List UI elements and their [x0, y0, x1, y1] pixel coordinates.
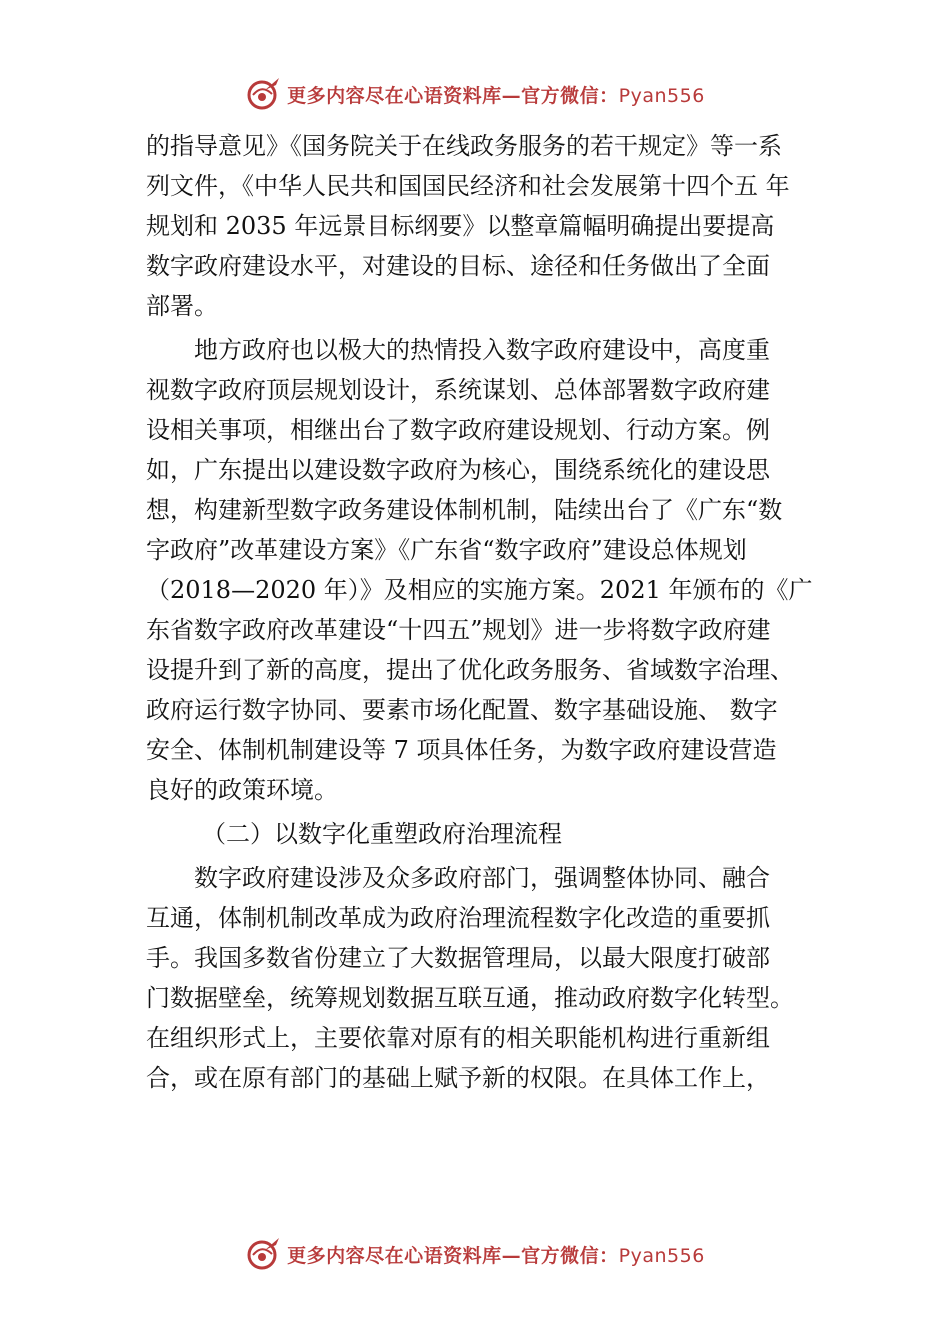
footer-wechat-id: Pyan556 [618, 1244, 705, 1267]
paragraph-2-line-5: 想，构建新型数字政务建设体制机制，陆续出台了《广东“数 [146, 496, 783, 524]
header-banner-label: 更多内容尽在心语资料库—官方微信： [287, 84, 619, 107]
paragraph-1-line-4: 数字政府建设水平，对建设的目标、途径和任务做出了全面 [146, 252, 770, 280]
paragraph-2-line-6: 字政府”改革建设方案》《广东省“数字政府”建设总体规划 [146, 536, 747, 564]
paragraph-3-line-1: 数字政府建设涉及众多政府部门，强调整体协同、融合 [194, 864, 770, 892]
paragraph-2-line-4: 如，广东提出以建设数字政府为核心，围绕系统化的建设思 [146, 456, 770, 484]
paragraph-2-line-11: 安全、体制机制建设等 7 项具体任务，为数字政府建设营造 [146, 736, 777, 764]
brand-logo-icon [245, 1234, 285, 1274]
paragraph-2-line-10: 政府运行数字协同、要素市场化配置、数字基础设施、 数字 [146, 696, 778, 724]
document-body [146, 126, 812, 1098]
paragraph-2-line-8: 东省数字政府改革建设“十四五”规划》进一步将数字政府建 [146, 616, 771, 644]
footer-banner-text [287, 1241, 705, 1268]
paragraph-2-line-9: 设提升到了新的高度，提出了优化政务服务、省域数字治理、 [146, 656, 794, 684]
paragraph-1-line-3: 规划和 2035 年远景目标纲要》以整章篇幅明确提出要提高 [146, 212, 775, 240]
paragraph-3-line-4: 门数据壁垒，统筹规划数据互联互通，推动政府数字化转型。 [146, 984, 794, 1012]
paragraph-3-line-5: 在组织形式上，主要依靠对原有的相关职能机构进行重新组 [146, 1024, 770, 1052]
paragraph-1-line-5: 部署。 [146, 292, 218, 320]
paragraph-2-line-1: 地方政府也以极大的热情投入数字政府建设中，高度重 [194, 336, 770, 364]
paragraph-2-line-7: （2018—2020 年）》及相应的实施方案。2021 年颁布的《广 [146, 576, 812, 604]
brand-logo-icon [245, 74, 285, 114]
header-wechat-id: Pyan556 [618, 84, 705, 107]
section-heading: （二）以数字化重塑政府治理流程 [202, 820, 562, 848]
header-banner-text [287, 81, 705, 108]
paragraph-3-line-6: 合，或在原有部门的基础上赋予新的权限。在具体工作上， [146, 1064, 770, 1092]
paragraph-1-line-1: 的指导意见》《国务院关于在线政务服务的若干规定》等一系 [146, 132, 782, 160]
paragraph-1-line-2: 列文件，《中华人民共和国国民经济和社会发展第十四个五 年 [146, 172, 790, 200]
paragraph-2-line-3: 设相关事项，相继出台了数字政府建设规划、行动方案。例 [146, 416, 770, 444]
footer-banner [0, 1232, 950, 1276]
paragraph-3-line-2: 互通，体制机制改革成为政府治理流程数字化改造的重要抓 [146, 904, 770, 932]
paragraph-3-line-3: 手。我国多数省份建立了大数据管理局，以最大限度打破部 [146, 944, 770, 972]
paragraph-2-line-12: 良好的政策环境。 [146, 776, 338, 804]
footer-banner-label: 更多内容尽在心语资料库—官方微信： [287, 1244, 619, 1267]
header-banner [0, 72, 950, 116]
paragraph-2-line-2: 视数字政府顶层规划设计，系统谋划、总体部署数字政府建 [146, 376, 770, 404]
